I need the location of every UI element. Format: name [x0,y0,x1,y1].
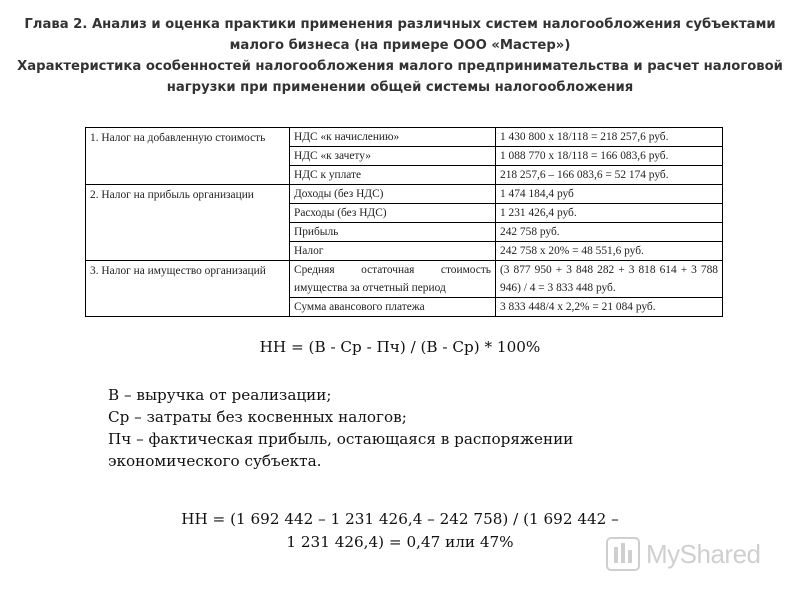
header-line-3: Характеристика особенностей налогообложения малого предпринимательства и расчет налоговой [17,59,783,74]
legend-line-3: Пч – фактическая прибыль, остающаяся в распоряжении [108,430,574,448]
table-cell-value: 1 231 426,4 руб. [496,204,723,223]
table-cell-name: Доходы (без НДС) [290,185,496,204]
table-cell-value: (3 877 950 + 3 848 282 + 3 818 614 + 3 788 946) / 4 = 3 833 448 руб. [496,261,723,298]
table-row [86,261,723,298]
table-cell-name: Расходы (без НДС) [290,204,496,223]
table-cell-value: 3 833 448/4 х 2,2% = 21 084 руб. [496,298,723,317]
vat-label: 1. Налог на добавленную стоимость [86,128,290,185]
table-row [86,185,723,204]
tax-burden-formula: НН = (В - Ср - Пч) / (В - Ср) * 100% [259,338,541,356]
table-cell-value: 1 088 770 х 18/118 = 166 083,6 руб. [496,147,723,166]
header-line-4: нагрузки при применении общей системы налогообложения [166,80,634,95]
watermark [606,534,776,574]
table-cell-value: 242 758 руб. [496,223,723,242]
table-cell-value: 1 430 800 х 18/118 = 218 257,6 руб. [496,128,723,147]
profit-label: 2. Налог на прибыль организации [86,185,290,261]
table-cell-value: 1 474 184,4 руб [496,185,723,204]
page-header [0,14,800,98]
legend-line-4: экономического субъекта. [108,452,322,470]
table-cell-name: НДС к уплате [290,166,496,185]
table-cell-value: 218 257,6 – 166 083,6 = 52 174 руб. [496,166,723,185]
table-cell-name: Налог [290,242,496,261]
header-line-1: Глава 2. Анализ и оценка практики применения различных систем налогообложения субъектами [24,17,776,32]
legend-line-1: В – выручка от реализации; [108,386,332,404]
calc-line-1: НН = (1 692 442 – 1 231 426,4 – 242 758) / (1 692 442 – [181,510,619,528]
table-row [86,128,723,147]
calc-line-2: 1 231 426,4) = 0,47 или 47% [286,533,514,551]
tax-table [85,127,723,317]
table-cell-name: Прибыль [290,223,496,242]
table-cell-name: НДС «к начислению» [290,128,496,147]
header-line-2: малого бизнеса (на примере ООО «Мастер») [229,38,571,53]
myshared-logo-icon [606,537,640,571]
table-cell-value: 242 758 х 20% = 48 551,6 руб. [496,242,723,261]
table-cell-name: Средняя остаточная стоимость имущества за отчетный период [290,261,496,298]
property-label: 3. Налог на имущество организаций [86,261,290,317]
watermark-text: MyShared [646,538,761,569]
table-cell-name: НДС «к зачету» [290,147,496,166]
table-cell-name: Сумма авансового платежа [290,298,496,317]
legend-line-2: Ср – затраты без косвенных налогов; [108,408,407,426]
formula-legend [108,384,708,472]
